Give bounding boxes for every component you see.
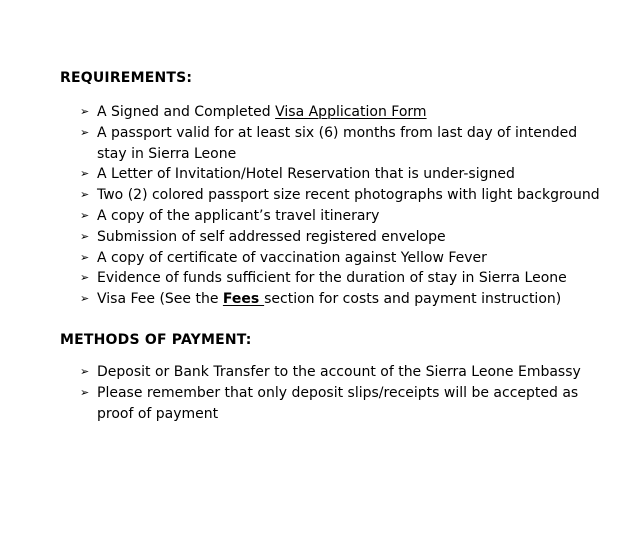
arrow-bullet-icon: ➢: [80, 208, 90, 222]
arrow-bullet-icon: ➢: [80, 385, 90, 399]
list-item-text: section for costs and payment instruction): [264, 291, 562, 308]
list-item-text: Submission of self addressed registered envelope: [97, 228, 446, 245]
list-item-text: A Letter of Invitation/Hotel Reservation that is under-signed: [97, 166, 515, 183]
list-item: [80, 185, 610, 206]
arrow-bullet-icon: ➢: [80, 250, 90, 264]
fees-link[interactable]: Fees: [222, 291, 265, 308]
requirements-heading: REQUIREMENTS:: [60, 70, 193, 86]
list-item-text: A copy of the applicant’s travel itinerary: [97, 207, 380, 224]
list-item-text: A Signed and Completed: [97, 104, 276, 120]
list-item: [80, 227, 610, 248]
arrow-bullet-icon: ➢: [80, 292, 90, 306]
list-item: [80, 248, 610, 269]
list-item-text: Two (2) colored passport size recent photographs with light background: [97, 187, 600, 204]
list-item-text: Visa Fee (See the: [97, 291, 223, 308]
list-item-text: A passport valid for at least six (6) months from last day of intended stay in Sierra Leone: [97, 124, 578, 162]
arrow-bullet-icon: ➢: [80, 188, 90, 202]
requirements-list: [80, 102, 610, 310]
arrow-bullet-icon: ➢: [80, 271, 90, 285]
list-item-text: Deposit or Bank Transfer to the account of the Sierra Leone Embassy: [97, 364, 581, 380]
visa-application-form-link[interactable]: Visa Application Form: [275, 104, 427, 120]
arrow-bullet-icon: ➢: [80, 125, 90, 139]
list-item: [80, 164, 610, 185]
arrow-bullet-icon: ➢: [80, 229, 90, 243]
list-item: [80, 268, 610, 289]
payment-methods-list: [80, 362, 610, 424]
list-item: [80, 362, 610, 383]
list-item: [80, 383, 610, 425]
arrow-bullet-icon: ➢: [80, 365, 90, 378]
arrow-bullet-icon: ➢: [80, 167, 90, 181]
list-item: [80, 102, 610, 123]
payment-methods-heading: METHODS OF PAYMENT:: [60, 332, 252, 348]
list-item-text: A copy of certificate of vaccination against Yellow Fever: [97, 249, 487, 266]
list-item: [80, 206, 610, 227]
arrow-bullet-icon: ➢: [80, 105, 90, 118]
list-item: [80, 289, 610, 310]
list-item-text: Evidence of funds sufficient for the duration of stay in Sierra Leone: [97, 270, 567, 287]
list-item-text: Please remember that only deposit slips/receipts will be accepted as proof of payment: [97, 384, 579, 422]
list-item: [80, 123, 610, 165]
